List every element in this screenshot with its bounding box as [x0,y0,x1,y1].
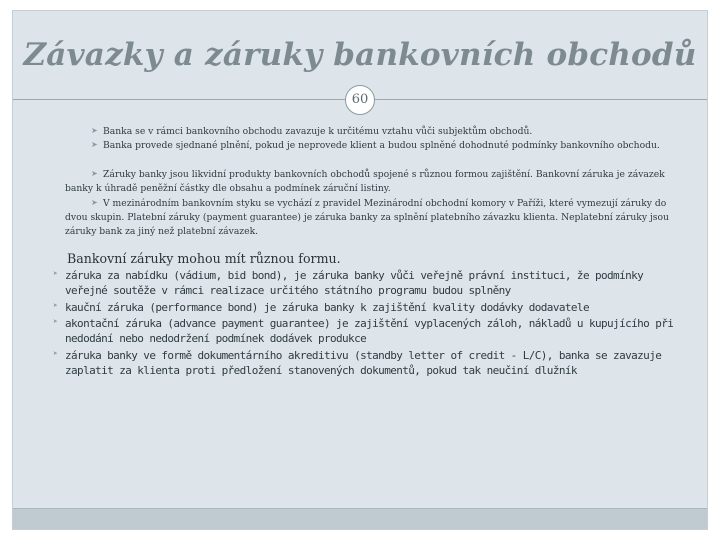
arrow-bullet-icon: ➤ [53,269,58,278]
arrow-bullet-icon: ➤ [91,126,98,135]
bullet-text: Banka provede sjednané plnění, pokud je neprovede klient a budou splněné dohodnuté podmínky bankovního obchodu. [103,140,660,151]
form-text: kauční záruka (performance bond) je záruka banky k zajištění kvality dodávky dodavatele [65,301,589,314]
form-text: záruka za nabídku (vádium, bid bond), je záruka banky vůči veřejně právní instituci, že podmínky veřejné soutěže v rámci realizace určitého státního programu budou splněny [65,269,644,297]
arrow-bullet-icon: ➤ [91,198,98,207]
content-list [13,11,707,529]
list-item [65,125,685,139]
slide-title: Závazky a záruky bankovních obchodů [23,37,697,73]
bullet-text: Banka se v rámci bankovního obchodu zavazuje k určitému vztahu vůči subjektům obchodů. [103,126,533,137]
bullet-text: V mezinárodním bankovním styku se vychází z pravidel Mezinárodní obchodní komory v Paříži, které vymezují záruky do dvou skupin. Platební záruky (payment guarantee) je záruka banky za splnění platebního závazku klienta. Neplatební záruky jsou záruky bank za jiný než platební závazek. [65,198,669,237]
arrow-bullet-icon: ➤ [53,317,58,326]
list-item [65,139,685,153]
list-item [65,168,685,196]
form-text: záruka banky ve formě dokumentárního akreditivu (standby letter of credit - L/C), banka se zavazuje zaplatit za klienta proti předložení stanovených dokumentů, pokud tak neučiní dlužník [65,349,662,377]
list-item [53,268,685,298]
arrow-bullet-icon: ➤ [91,140,98,149]
arrow-bullet-icon: ➤ [53,301,58,310]
forms-heading: Bankovní záruky mohou mít různou formu. [67,251,341,266]
list-item [53,316,685,346]
list-item [53,300,685,315]
list-item [53,348,685,378]
page-number-badge: 60 [345,85,375,115]
list-item [65,197,685,239]
bullet-text: Záruky banky jsou likvidní produkty bankovních obchodů spojené s různou formou zajištění. Bankovní záruka je závazek banky k úhradě peněžní částky dle obsahu a podmínek záruční listiny. [65,169,665,194]
arrow-bullet-icon: ➤ [91,169,98,178]
slide [12,10,708,530]
footer-bar [13,508,707,529]
arrow-bullet-icon: ➤ [53,349,58,358]
form-text: akontační záruka (advance payment guarantee) je zajištění vyplacených záloh, nákladů u kupujícího při nedodání nebo nedodržení podmínek dodávek produkce [65,317,674,345]
